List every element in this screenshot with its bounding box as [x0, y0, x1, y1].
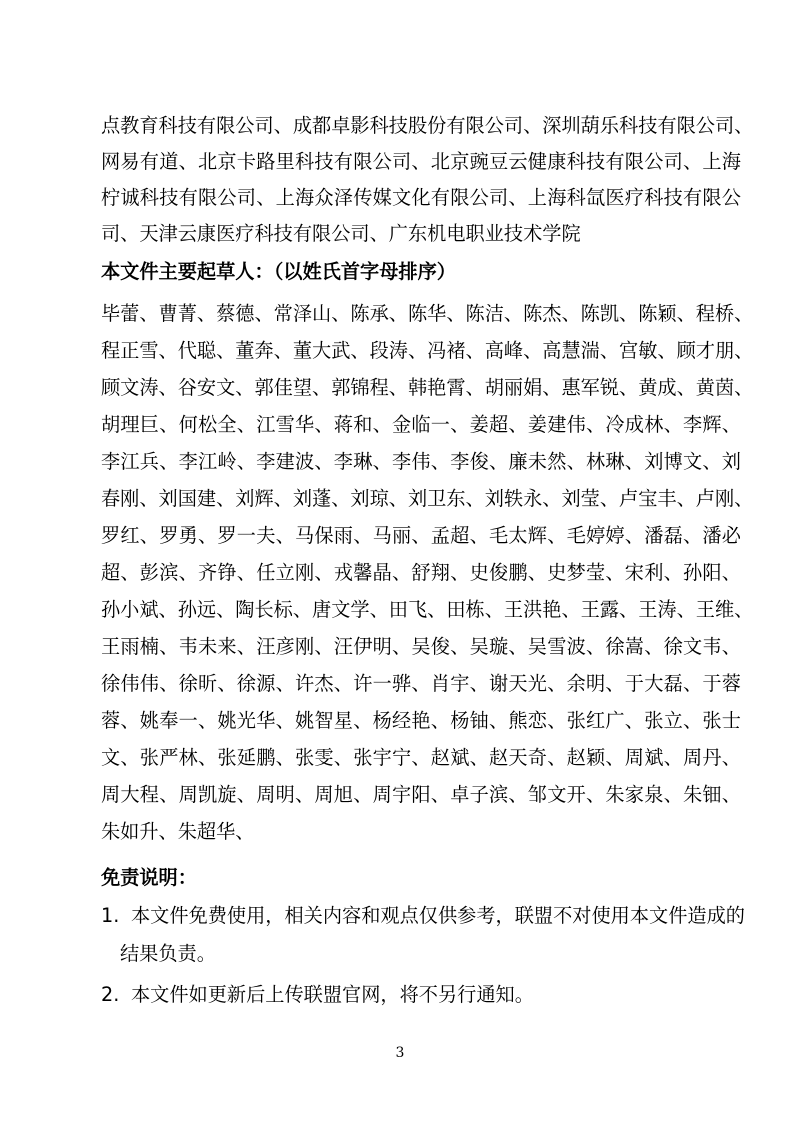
- drafter-names-line: 毕蕾、曹菁、蔡德、常泽山、陈承、陈华、陈洁、陈杰、陈凯、陈颖、程桥、: [101, 302, 754, 325]
- company-line: 点教育科技有限公司、成都卓影科技股份有限公司、深圳葫乐科技有限公司、: [101, 114, 754, 137]
- drafter-names-line: 蓉、姚奉一、姚光华、姚智星、杨经艳、杨铀、熊恋、张红广、张立、张士: [101, 709, 741, 732]
- drafter-names-line: 顾文涛、谷安文、郭佳望、郭锦程、韩艳霄、胡丽娟、惠军锐、黄成、黄茵、: [101, 376, 754, 399]
- drafter-names-line: 王雨楠、韦未来、汪彦刚、汪伊明、吴俊、吴璇、吴雪波、徐嵩、徐文韦、: [101, 635, 741, 658]
- disclaimer-text: 本文件如更新后上传联盟官网，将不另行通知。: [131, 983, 534, 1006]
- drafter-names-line: 胡理巨、何松全、江雪华、蒋和、金临一、姜超、姜建伟、冷成林、李辉、: [101, 413, 741, 436]
- drafter-names-line: 李江兵、李江岭、李建波、李琳、李伟、李俊、廉未然、林琳、刘博文、刘: [101, 450, 741, 473]
- drafter-names-line: 春刚、刘国建、刘辉、刘蓬、刘琼、刘卫东、刘轶永、刘莹、卢宝丰、卢刚、: [101, 487, 754, 510]
- disclaimer-item-2: [101, 977, 741, 1013]
- drafter-names-line: 超、彭滨、齐铮、任立刚、戎馨晶、舒翔、史俊鹏、史梦莹、宋利、孙阳、: [101, 561, 741, 584]
- disclaimer-item-1-continued: [120, 936, 740, 972]
- list-number: 1.: [101, 904, 120, 927]
- disclaimer-text: 本文件免费使用，相关内容和观点仅供参考，联盟不对使用本文件造成的: [131, 904, 745, 927]
- company-line: 网易有道、北京卡路里科技有限公司、北京豌豆云健康科技有限公司、上海: [101, 150, 741, 173]
- company-line: 柠诚科技有限公司、上海众泽传媒文化有限公司、上海科氙医疗科技有限公: [101, 186, 741, 209]
- drafter-names-line: 朱如升、朱超华、: [101, 820, 255, 843]
- drafter-names-line: 徐伟伟、徐昕、徐源、许杰、许一骅、肖宇、谢天光、余明、于大磊、于蓉: [101, 672, 741, 695]
- drafter-names-line: 孙小斌、孙远、陶长标、唐文学、田飞、田栋、王洪艳、王露、王涛、王维、: [101, 598, 754, 621]
- disclaimer-heading: 免责说明：: [101, 866, 197, 889]
- page-number: 3: [395, 1045, 405, 1061]
- list-number: 2.: [101, 983, 120, 1006]
- drafter-names-line: 周大程、周凯旋、周明、周旭、周宇阳、卓子滨、邹文开、朱家泉、朱钿、: [101, 783, 741, 806]
- drafter-names-line: 程正雪、代聪、董奔、董大武、段涛、冯褚、高峰、高慧湍、宫敏、顾才朋、: [101, 339, 754, 362]
- disclaimer-item-1: [101, 898, 745, 934]
- drafter-names-line: 文、张严林、张延鹏、张雯、张宇宁、赵斌、赵天奇、赵颖、周斌、周丹、: [101, 746, 741, 769]
- company-line: 司、天津云康医疗科技有限公司、广东机电职业技术学院: [101, 222, 581, 245]
- drafters-heading: 本文件主要起草人：（以姓氏首字母排序）: [101, 260, 456, 283]
- disclaimer-text: 结果负责。: [120, 942, 216, 965]
- drafter-names-line: 罗红、罗勇、罗一夫、马保雨、马丽、孟超、毛太辉、毛婷婷、潘磊、潘必: [101, 524, 741, 547]
